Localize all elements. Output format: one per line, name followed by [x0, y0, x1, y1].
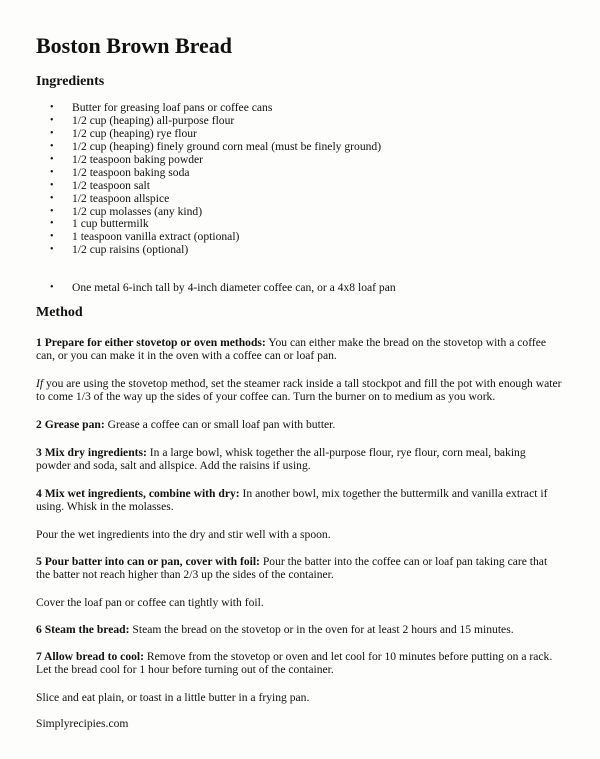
method-step: 5 Pour batter into can or pan, cover with foil: Pour the batter into the coffee can or loaf pan taking care that the batter not reach higher than 2/3 up the sides of the container.	[36, 555, 548, 582]
method-step: 6 Steam the bread: Steam the bread on the stovetop or in the oven for at least 2 hours and 15 minutes.	[36, 623, 514, 636]
method-step: Slice and eat plain, or toast in a little butter in a frying pan.	[36, 691, 310, 704]
bullet-icon: •	[50, 179, 54, 191]
list-item: • 1/2 teaspoon salt	[50, 178, 150, 192]
list-item: • 1/2 cup (heaping) all-purpose flour	[50, 113, 235, 127]
bullet-icon: •	[50, 231, 54, 243]
list-item: • 1/2 teaspoon baking powder	[50, 152, 204, 166]
step-label: 2 Grease pan:	[36, 418, 105, 431]
method-step: Cover the loaf pan or coffee can tightly with foil.	[36, 596, 264, 609]
list-item: • One metal 6-inch tall by 4-inch diameter coffee can, or a 4x8 loaf pan	[50, 281, 396, 294]
method-step: 7 Allow bread to cool: Remove from the stovetop or oven and let cool for 10 minutes before putting on a rack. Let the bread cool for 1 hour before turning out of the container.	[36, 650, 553, 677]
list-item: • 1 teaspoon vanilla extract (optional)	[50, 230, 240, 244]
list-item: • 1/2 teaspoon baking soda	[50, 165, 190, 179]
bullet-icon: •	[50, 166, 54, 178]
bullet-icon: •	[50, 114, 54, 126]
step-label: 3 Mix dry ingredients:	[36, 446, 147, 459]
bullet-icon: •	[50, 153, 54, 165]
step-label: 4 Mix wet ingredients, combine with dry:	[36, 487, 240, 500]
ingredients-heading: Ingredients	[36, 74, 105, 89]
source-credit: Simplyrecipies.com	[36, 717, 129, 730]
list-item: • 1/2 cup (heaping) rye flour	[50, 126, 197, 140]
method-step: 2 Grease pan: Grease a coffee can or small loaf pan with butter.	[36, 418, 336, 431]
bullet-icon: •	[50, 205, 54, 217]
bullet-icon: •	[50, 192, 54, 204]
bullet-icon: •	[50, 244, 54, 256]
equipment-list	[50, 281, 396, 294]
bullet-icon: •	[50, 140, 54, 152]
method-step: 1 Prepare for either stovetop or oven methods: You can either make the bread on the stovetop with a coffee can, or you can make it in the oven with a coffee can or loaf pan.	[36, 336, 546, 363]
list-item: • 1/2 cup molasses (any kind)	[50, 204, 203, 218]
method-step: 4 Mix wet ingredients, combine with dry: In another bowl, mix together the buttermilk and vanilla extract if using. Whisk in the molasses.	[36, 487, 548, 514]
bullet-icon: •	[50, 102, 54, 113]
list-item: • 1/2 teaspoon allspice	[50, 191, 170, 205]
list-item: • Butter for greasing loaf pans or coffee cans	[50, 101, 273, 114]
method-step: 3 Mix dry ingredients: In a large bowl, whisk together the all-purpose flour, rye flour, corn meal, baking powder and soda, salt and allspice. Add the raisins if using.	[36, 446, 526, 473]
method-step: Pour the wet ingredients into the dry and stir well with a spoon.	[36, 528, 331, 541]
method-step: If you are using the stovetop method, set the steamer rack inside a tall stockpot and fill the pot with enough water to come 1/3 of the way up the sides of your coffee can. Turn the burner on to medium as you work.	[36, 377, 562, 404]
page-title: Boston Brown Bread	[36, 33, 233, 58]
step-label: 7 Allow bread to cool:	[36, 650, 144, 663]
ingredients-list	[50, 102, 381, 257]
bullet-icon: •	[50, 127, 54, 139]
list-item: • 1/2 cup raisins (optional)	[50, 243, 189, 257]
step-label: 1 Prepare for either stovetop or oven methods:	[36, 336, 266, 349]
list-item: • 1 cup buttermilk	[50, 217, 149, 231]
step-label: 5 Pour batter into can or pan, cover with foil:	[36, 555, 260, 568]
bullet-icon: •	[50, 218, 54, 230]
bullet-icon: •	[50, 282, 54, 293]
list-item: • 1/2 cup (heaping) finely ground corn meal (must be finely ground)	[50, 139, 382, 153]
method-heading: Method	[36, 305, 83, 320]
step-label: 6 Steam the bread:	[36, 623, 130, 636]
